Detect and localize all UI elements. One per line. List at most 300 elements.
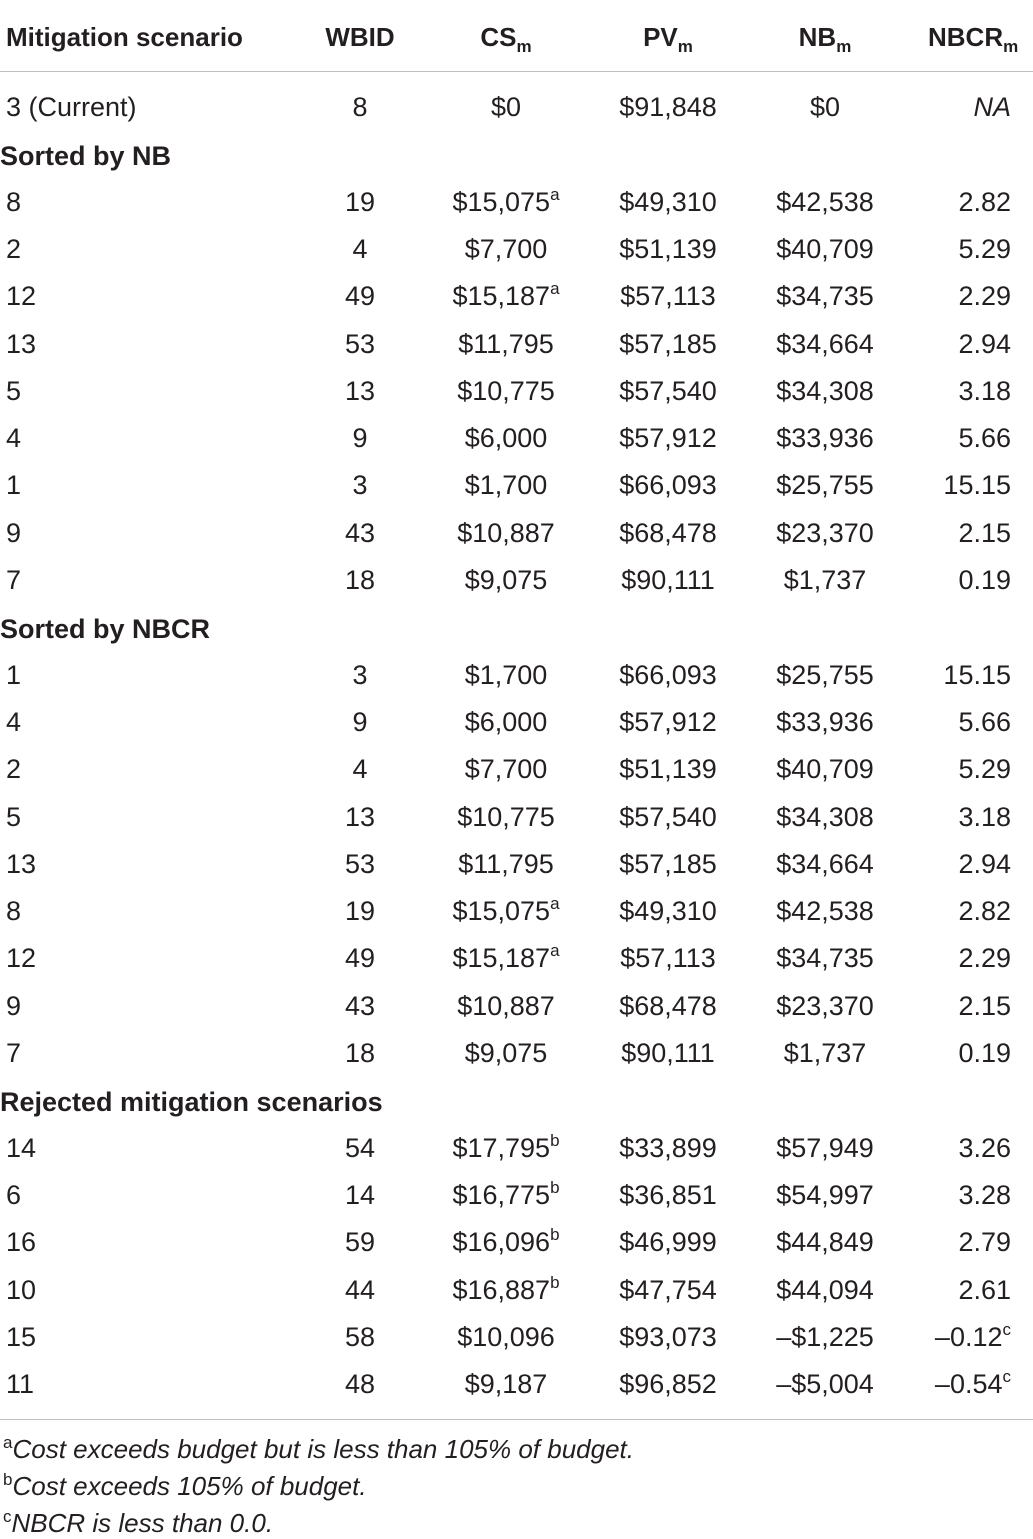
cell-nb <box>750 567 900 594</box>
cell-wbid-value: 54 <box>344 1132 376 1163</box>
cell-nb-value: $34,664 <box>776 328 874 359</box>
cell-nbcr-value: 2.29 <box>958 281 1011 312</box>
cell-nbcr-value: 0.19 <box>958 565 1011 595</box>
cell-scenario <box>6 283 36 310</box>
cell-cs-footnote-mark: a <box>550 279 560 299</box>
cell-scenario-value: 1 <box>6 470 22 501</box>
cell-cs <box>426 659 586 690</box>
footnote-mark: c <box>3 1507 12 1526</box>
cell-nb-value: $34,735 <box>776 943 874 974</box>
header-nb-sub: m <box>836 37 852 56</box>
cell-scenario-value: 16 <box>6 1227 37 1258</box>
cell-nb-value: $42,538 <box>776 186 874 217</box>
table-row <box>0 1367 1033 1414</box>
cell-nb-value: $34,308 <box>776 375 874 406</box>
cell-wbid <box>318 517 402 548</box>
cell-pv-value: $33,899 <box>619 1132 717 1163</box>
cell-cs-value: $10,775 <box>457 375 555 406</box>
cell-wbid-value: 49 <box>344 943 376 974</box>
table-row <box>0 1225 1033 1272</box>
cell-cs <box>426 425 586 452</box>
table-row <box>0 941 1033 988</box>
cell-scenario <box>6 945 36 972</box>
cell-cs-value: $9,187 <box>464 1369 548 1400</box>
cell-cs <box>426 1040 586 1067</box>
cell-pv-value: $57,113 <box>620 281 716 312</box>
cell-pv-value: $57,912 <box>619 423 717 454</box>
cell-pv-value: $57,113 <box>620 943 716 974</box>
cell-nb-value: $57,949 <box>776 1132 874 1163</box>
cell-nbcr <box>900 1179 1011 1210</box>
cell-nbcr <box>900 328 1011 359</box>
cell-nb-value: $33,936 <box>776 706 874 737</box>
cell-wbid-value: 44 <box>344 1274 376 1305</box>
cell-scenario-value: 5 <box>6 801 22 832</box>
cell-nbcr <box>900 706 1011 737</box>
table-row <box>0 1131 1033 1178</box>
cell-scenario-value: 8 <box>6 896 22 927</box>
cell-cs <box>426 184 586 217</box>
table-row <box>0 705 1033 752</box>
header-pv-sub: m <box>677 37 693 56</box>
cell-scenario <box>6 1274 37 1305</box>
cell-scenario-value: 9 <box>6 517 22 548</box>
cell-scenario-value: 7 <box>6 565 22 595</box>
cell-nbcr <box>900 990 1011 1021</box>
cell-nbcr <box>900 1319 1011 1352</box>
cell-scenario <box>6 1040 21 1067</box>
cell-pv-value: $90,111 <box>621 565 715 595</box>
header-nbcr-sub: m <box>1003 37 1019 56</box>
cell-wbid <box>318 945 402 972</box>
cell-pv-value: $68,478 <box>619 990 717 1021</box>
cell-cs <box>426 328 586 359</box>
footer-divider <box>0 1419 1033 1420</box>
cell-nb <box>750 756 900 783</box>
cell-wbid <box>318 756 402 783</box>
cell-scenario-value: 5 <box>6 375 22 406</box>
cell-nbcr <box>900 425 1011 452</box>
cell-pv-value: $90,111 <box>621 1038 715 1068</box>
cell-pv-value: $57,185 <box>619 848 717 879</box>
cell-pv <box>593 375 743 406</box>
cell-nb <box>750 283 900 310</box>
cell-nbcr <box>900 1229 1011 1256</box>
footnote-mark: a <box>3 1433 13 1452</box>
cell-scenario-value: 2 <box>6 754 22 785</box>
cell-nbcr <box>900 756 1011 783</box>
cell-scenario <box>6 1229 36 1256</box>
cell-wbid <box>318 848 402 879</box>
cell-nb-value: $1,737 <box>783 565 867 595</box>
cell-pv <box>593 1040 743 1067</box>
cell-wbid-value: 19 <box>344 896 376 927</box>
cell-pv-value: $96,852 <box>619 1369 717 1400</box>
cell-nbcr-value: 5.66 <box>958 423 1011 454</box>
cell-wbid-value: 8 <box>352 92 368 122</box>
cell-cs-value: $11,795 <box>458 328 554 359</box>
cell-scenario <box>6 472 21 499</box>
cell-wbid <box>318 706 402 737</box>
cell-cs <box>426 1321 586 1352</box>
header-cs-label: CS <box>480 22 517 52</box>
cell-nb <box>750 945 900 972</box>
cell-nbcr-value: 3.26 <box>958 1132 1011 1163</box>
cell-pv <box>593 945 743 972</box>
cell-scenario-value: 3 (Current) <box>6 92 137 122</box>
cell-wbid-value: 3 <box>352 470 368 501</box>
cell-scenario <box>6 1371 34 1398</box>
cell-wbid-value: 53 <box>344 328 376 359</box>
table-row <box>0 989 1033 1036</box>
cell-nbcr-value: 2.15 <box>958 990 1011 1021</box>
cell-nb <box>750 94 900 121</box>
cell-pv-value: $36,851 <box>619 1179 717 1210</box>
cell-nbcr <box>900 945 1011 972</box>
cell-wbid <box>318 567 402 594</box>
cell-nb-value: $42,538 <box>776 896 874 927</box>
cell-cs-value: $16,775 <box>452 1179 551 1210</box>
cell-cs-footnote-mark: b <box>550 1177 560 1197</box>
cell-pv-value: $51,139 <box>619 754 717 785</box>
cell-pv-value: $49,310 <box>619 896 717 927</box>
cell-nb <box>750 425 900 452</box>
cell-nbcr-value: 2.94 <box>958 328 1011 359</box>
cell-pv <box>593 233 743 264</box>
cell-scenario-value: 15 <box>6 1321 37 1352</box>
section-title: Sorted by NBCR <box>0 614 211 645</box>
cell-pv <box>593 425 743 452</box>
cell-nb <box>750 990 900 1021</box>
cell-nb-value: $25,755 <box>776 470 874 501</box>
header-cs <box>426 22 586 56</box>
table-row <box>0 563 1033 610</box>
cell-nb <box>750 1179 900 1210</box>
cell-cs-value: $7,700 <box>464 233 548 264</box>
cell-pv <box>593 1274 743 1305</box>
cell-nbcr <box>900 848 1011 879</box>
cell-scenario <box>6 567 21 594</box>
cell-nbcr-value: 3.18 <box>958 801 1011 832</box>
cell-cs-footnote-mark: a <box>550 894 560 914</box>
cell-scenario <box>6 898 21 925</box>
cell-cs <box>426 1371 586 1398</box>
table-row <box>0 90 1033 137</box>
cell-cs <box>426 894 586 927</box>
table-row <box>0 1320 1033 1367</box>
cell-nbcr-value: 2.15 <box>958 517 1011 548</box>
cell-pv <box>593 990 743 1021</box>
header-nbcr-label: NBCR <box>928 22 1004 52</box>
header-wbid: WBID <box>325 22 395 52</box>
cell-nbcr-value: 2.82 <box>958 896 1011 927</box>
cell-nbcr-value: 15.15 <box>943 470 1011 501</box>
cell-pv <box>593 567 743 594</box>
cell-nb-value: $34,735 <box>776 281 874 312</box>
table-row <box>0 421 1033 468</box>
cell-wbid-value: 13 <box>344 375 376 406</box>
cell-wbid <box>318 425 402 452</box>
cell-pv <box>593 1132 743 1163</box>
cell-cs <box>426 706 586 737</box>
cell-wbid <box>318 1040 402 1067</box>
header-cs-sub: m <box>516 37 532 56</box>
cell-scenario-value: 13 <box>6 848 37 879</box>
cell-pv <box>593 1229 743 1256</box>
cell-cs <box>426 94 586 121</box>
cell-cs-value: $7,700 <box>464 754 548 785</box>
cell-nb-value: $25,755 <box>776 659 874 690</box>
table-row <box>0 800 1033 847</box>
cell-nb-value: $23,370 <box>776 517 874 548</box>
cell-wbid-value: 9 <box>352 706 368 737</box>
cell-nb <box>750 898 900 925</box>
cell-cs-value: $16,096 <box>452 1227 551 1258</box>
table-row <box>0 1036 1033 1083</box>
cell-nb-value: $54,997 <box>776 1179 874 1210</box>
cell-cs <box>426 279 586 312</box>
cell-pv <box>593 186 743 217</box>
cell-scenario-value: 7 <box>6 1038 22 1068</box>
cell-nb-value: $1,737 <box>783 1038 867 1068</box>
cell-nb-value: $0 <box>809 92 841 122</box>
cell-cs <box>426 375 586 406</box>
cell-nb <box>750 328 900 359</box>
cell-scenario-value: 14 <box>6 1132 37 1163</box>
cell-cs-value: $15,187 <box>452 943 551 974</box>
cell-pv-value: $57,185 <box>619 328 717 359</box>
cell-pv <box>593 472 743 499</box>
cell-pv-value: $57,540 <box>619 375 717 406</box>
cell-scenario <box>6 1321 37 1352</box>
cell-wbid <box>318 898 402 925</box>
cell-cs-value: $16,887 <box>452 1274 551 1305</box>
cell-nbcr-value: 2.29 <box>958 943 1011 974</box>
cell-cs-value: $10,775 <box>457 801 555 832</box>
cell-scenario <box>6 328 37 359</box>
cell-wbid <box>318 1132 402 1163</box>
cell-nbcr-value: 5.29 <box>958 233 1011 264</box>
table-row <box>0 516 1033 563</box>
table-row <box>0 232 1033 279</box>
cell-nb <box>750 375 900 406</box>
cell-nbcr <box>900 283 1011 310</box>
cell-cs-value: $0 <box>490 92 522 122</box>
cell-pv <box>593 517 743 548</box>
cell-nbcr-value: 3.18 <box>958 375 1011 406</box>
cell-wbid <box>318 186 402 217</box>
cell-wbid <box>318 990 402 1021</box>
cell-scenario <box>6 756 21 783</box>
table-row <box>0 752 1033 799</box>
cell-nb <box>750 1274 900 1305</box>
cell-cs-value: $6,000 <box>464 423 548 454</box>
cell-nbcr <box>900 801 1011 832</box>
cell-wbid-value: 49 <box>344 281 376 312</box>
cell-nb <box>750 472 900 499</box>
cell-cs-value: $15,187 <box>452 281 551 312</box>
cell-nbcr <box>900 567 1011 594</box>
footnote-text: Cost exceeds budget but is less than 105% of budget. <box>12 1434 634 1464</box>
table-row <box>0 894 1033 941</box>
table-row <box>0 327 1033 374</box>
cell-wbid-value: 53 <box>344 848 376 879</box>
cell-nbcr-value: 15.15 <box>943 659 1011 690</box>
table-row <box>0 185 1033 232</box>
cell-nbcr <box>900 898 1011 925</box>
cell-pv <box>593 328 743 359</box>
cell-pv <box>593 94 743 121</box>
cell-pv <box>593 283 743 310</box>
cell-cs-value: $1,700 <box>464 470 548 501</box>
cell-pv-value: $66,093 <box>619 470 717 501</box>
cell-nbcr <box>900 517 1011 548</box>
cell-nb-value: $23,370 <box>776 990 874 1021</box>
cell-cs-footnote-mark: a <box>550 184 560 204</box>
cell-pv-value: $57,912 <box>619 706 717 737</box>
cell-nb-value: $40,709 <box>776 754 874 785</box>
cell-pv <box>593 801 743 832</box>
cell-nb <box>750 233 900 264</box>
footnote-text: NBCR is less than 0.0. <box>11 1508 274 1538</box>
cell-wbid <box>318 328 402 359</box>
cell-wbid <box>318 472 402 499</box>
cell-cs-value: $10,887 <box>457 517 555 548</box>
cell-cs <box>426 1130 586 1163</box>
cell-wbid <box>318 1321 402 1352</box>
cell-scenario-value: 6 <box>6 1179 22 1210</box>
cell-nb <box>750 659 900 690</box>
cell-cs <box>426 941 586 974</box>
cell-pv-value: $46,999 <box>619 1227 717 1258</box>
cell-scenario-value: 1 <box>6 659 22 690</box>
cell-cs-value: $15,075 <box>452 896 551 927</box>
cell-pv-value: $68,478 <box>619 517 717 548</box>
cell-wbid-value: 18 <box>344 1038 376 1068</box>
cell-cs <box>426 1225 586 1258</box>
cell-cs <box>426 233 586 264</box>
cell-nb <box>750 186 900 217</box>
cell-cs-value: $11,795 <box>458 848 554 879</box>
cell-pv <box>593 1371 743 1398</box>
table-row <box>0 374 1033 421</box>
table-row <box>0 468 1033 515</box>
cell-nbcr <box>900 94 1011 121</box>
cell-cs-footnote-mark: a <box>550 941 560 961</box>
header-nb <box>750 22 900 56</box>
cell-wbid-value: 19 <box>344 186 376 217</box>
cell-nbcr <box>900 1132 1011 1163</box>
cell-cs-value: $1,700 <box>464 659 548 690</box>
cell-nbcr <box>900 659 1011 690</box>
cell-wbid <box>318 1229 402 1256</box>
cell-scenario <box>6 706 22 737</box>
cell-nbcr-value: 2.79 <box>958 1227 1011 1258</box>
header-pv <box>593 22 743 56</box>
cell-scenario <box>6 233 22 264</box>
cell-scenario-value: 13 <box>6 328 37 359</box>
cell-nbcr <box>900 233 1011 264</box>
cell-scenario-value: 10 <box>6 1274 37 1305</box>
cell-scenario-value: 11 <box>6 1369 35 1400</box>
cell-scenario <box>6 425 21 452</box>
cell-scenario-value: 9 <box>6 990 22 1021</box>
cell-cs <box>426 848 586 879</box>
cell-cs <box>426 801 586 832</box>
cell-nbcr-value: –0.12 <box>934 1321 1003 1352</box>
cell-nbcr-value: 2.94 <box>958 848 1011 879</box>
cell-pv-value: $91,848 <box>619 92 717 122</box>
cell-cs <box>426 567 586 594</box>
table-header <box>0 0 1033 72</box>
cell-scenario <box>6 517 22 548</box>
cell-wbid <box>318 659 402 690</box>
cell-wbid-value: 58 <box>344 1321 376 1352</box>
cell-pv <box>593 1321 743 1352</box>
cell-nbcr-value: –0.54 <box>934 1369 1003 1400</box>
cell-nb <box>750 517 900 548</box>
cell-nbcr-value: 0.19 <box>958 1038 1011 1068</box>
cell-nbcr-value: 2.82 <box>958 186 1011 217</box>
cell-wbid <box>318 1274 402 1305</box>
cell-wbid-value: 59 <box>344 1227 376 1258</box>
cell-cs <box>426 1272 586 1305</box>
cell-wbid <box>318 94 402 121</box>
cell-nbcr <box>900 375 1011 406</box>
cell-cs <box>426 517 586 548</box>
cell-wbid <box>318 1179 402 1210</box>
cell-nb-value: $34,664 <box>776 848 874 879</box>
header-pv-label: PV <box>643 22 678 52</box>
header-nbcr <box>928 22 1033 56</box>
cell-wbid-value: 43 <box>344 990 376 1021</box>
cell-nbcr-value: 5.66 <box>958 706 1011 737</box>
cell-nbcr <box>900 186 1011 217</box>
table-row <box>0 279 1033 326</box>
cell-pv <box>593 898 743 925</box>
cell-nb-value: $40,709 <box>776 233 874 264</box>
table-row <box>0 847 1033 894</box>
cell-cs-value: $6,000 <box>464 706 548 737</box>
table-row <box>0 1178 1033 1225</box>
cell-wbid-value: 18 <box>344 565 376 595</box>
cell-wbid <box>318 233 402 264</box>
cell-nbcr-footnote-mark: c <box>1002 1367 1011 1387</box>
cell-scenario <box>6 1132 37 1163</box>
cell-cs-footnote-mark: b <box>550 1225 560 1245</box>
cell-nb-value: –$1,225 <box>776 1321 874 1352</box>
cell-pv-value: $51,139 <box>619 233 717 264</box>
cell-nb <box>750 1132 900 1163</box>
cell-pv-value: $57,540 <box>619 801 717 832</box>
cell-nb-value: $44,094 <box>776 1274 874 1305</box>
cell-cs <box>426 1177 586 1210</box>
cell-wbid-value: 48 <box>344 1369 376 1400</box>
cell-nb-value: $44,849 <box>776 1227 874 1258</box>
cell-nbcr <box>900 1274 1011 1305</box>
cell-cs-footnote-mark: b <box>550 1272 560 1292</box>
cell-cs-value: $9,075 <box>464 565 548 595</box>
header-scenario: Mitigation scenario <box>6 22 243 52</box>
cell-pv-value: $93,073 <box>619 1321 717 1352</box>
cell-cs-value: $17,795 <box>452 1132 551 1163</box>
cell-pv <box>593 756 743 783</box>
cell-wbid-value: 4 <box>352 233 368 264</box>
cell-wbid-value: 13 <box>344 801 376 832</box>
cell-nb-value: –$5,004 <box>776 1369 874 1400</box>
cell-nb <box>750 801 900 832</box>
cell-nb-value: $33,936 <box>776 423 874 454</box>
